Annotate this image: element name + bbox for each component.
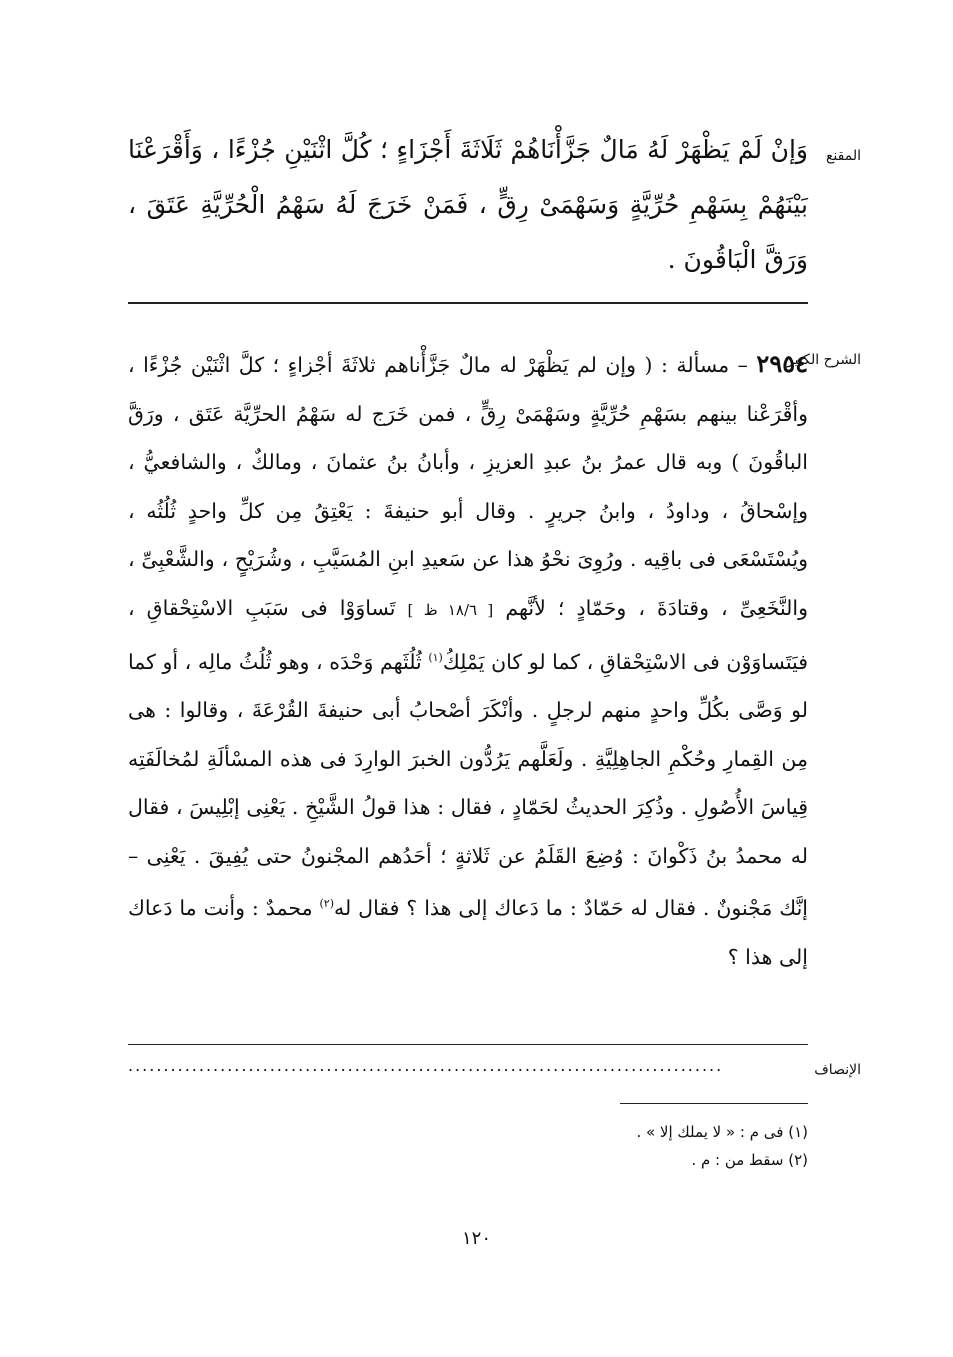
sharh-part-3: ثُلُثَهم وَحْدَه ، وهو ثُلُثُ مالِه ، أو كما لو وَصَّى بكُلِّ واحدٍ منهم لرجلٍ . وأنْكَرَ أصْحابُ أبى حنيفةَ القُرْعَةَ ، وقالوا : هى مِن القِمارِ وحُكْمِ الجاهِلِيَّةِ . ولَعَلَّهم يَرُدُّون الخبرَ الوارِدَ فى هذه المسْألَةِ لمُخالَفَتِه قِياسَ الأُصُولِ . وذُكِرَ الحديثُ لحَمّادٍ ، فقال : هذا قولُ الشَّيْخِ . يَعْنِى إبْلِيسَ ، فقال له محمدُ بنُ ذَكْوانَ : وُضِعَ القَلَمُ عن ثَلاثةٍ ؛ أحَدُهم المجْنونُ حتى يُفِيقَ . يَعْنِى – إنَّك مَجْنونٌ . فقال له حَمّادٌ : ما دَعاك إلى هذا ؟ فقال له (128, 649, 808, 921)
label-sharh: الشرح الكبير (787, 352, 861, 368)
muqni-text: وَإنْ لَمْ يَظْهَرْ لَهُ مَالٌ جَزَّأْنَاهُمْ ثَلَاثَةَ أَجْزَاءٍ ؛ كُلَّ اثْنَيْنِ جُزْءًا ، وَأَقْرَعْنَا بَيْنَهُمْ بِسَهْمِ حُرِّيَّةٍ وَسَهْمَىْ رِقٍّ ، فَمَنْ خَرَجَ لَهُ سَهْمُ الْحُرِّيَّةِ عَتَقَ ، وَرَقَّ الْبَاقُونَ . (128, 135, 808, 274)
issue-number: ٢٩٥٤ (756, 349, 808, 378)
manuscript-marker: [ ١٨/٦ ظ ] (407, 600, 494, 619)
footnote-ref-2: (٢) (319, 897, 335, 911)
section-divider (128, 302, 808, 304)
insaf-dots: .................................................................................... (128, 1056, 724, 1075)
sharh-part-4: محمدٌ : وأنت ما دَعاك إلى هذا ؟ (128, 896, 808, 969)
label-insaf: الإنصاف (814, 1062, 861, 1078)
label-muqni: المقنع (825, 148, 861, 164)
page-number: ١٢٠ (461, 1228, 491, 1249)
footnote-divider (620, 1103, 808, 1104)
footnote-ref-1: (١) (428, 651, 443, 664)
footnote-2: (٢) سقط من : م . (691, 1151, 808, 1169)
sharh-part-1: – مسألة : ( وإن لم يَظْهَرْ له مالٌ جَزَّأْناهم ثلاثَةَ أجْزاءٍ ؛ كلَّ اثْنَيْن جُزْءًا ، وأقْرَعْنا بينهم بسَهْمِ حُرِّيَّةٍ وسَهْمَىْ رِقٍّ ، فمن خَرَج له سَهْمُ الحرِّيَّة عَتَق ، ورَقَّ الباقُونَ ) وبه قال عمرُ بنُ عبدِ العزيزِ ، وأبانُ بنُ عثمانَ ، ومالكٌ ، والشافعيُّ ، وإسْحاقُ ، وداودُ ، وابنُ جريرٍ . وقال أبو حنيفةَ : يَعْتِقُ مِن كلِّ واحدٍ ثُلُثُه ، ويُسْتَسْعَى فى باقِيه . ورُوِىَ نحْوُ هذا عن سَعيدِ ابنِ المُسَيَّبِ ، وشُرَيْحٍ ، والشَّعْبِىِّ ، والنَّخَعِىِّ ، وقتادَةَ ، وحَمّادٍ ؛ لأنَّهم (128, 353, 808, 620)
sharh-part-2: تَساوَوْا فى سَبَبِ الاسْتِحْقاقِ ، فيَتَساوَوْن فى الاسْتِحْقاقِ ، كما لو كان يَمْلِكُ (128, 595, 808, 674)
sharh-text (128, 340, 808, 981)
footnotes (500, 1118, 808, 1174)
insaf-divider (128, 1044, 808, 1045)
footnote-1: (١) فى م : « لا يملك إلا » . (636, 1123, 808, 1141)
